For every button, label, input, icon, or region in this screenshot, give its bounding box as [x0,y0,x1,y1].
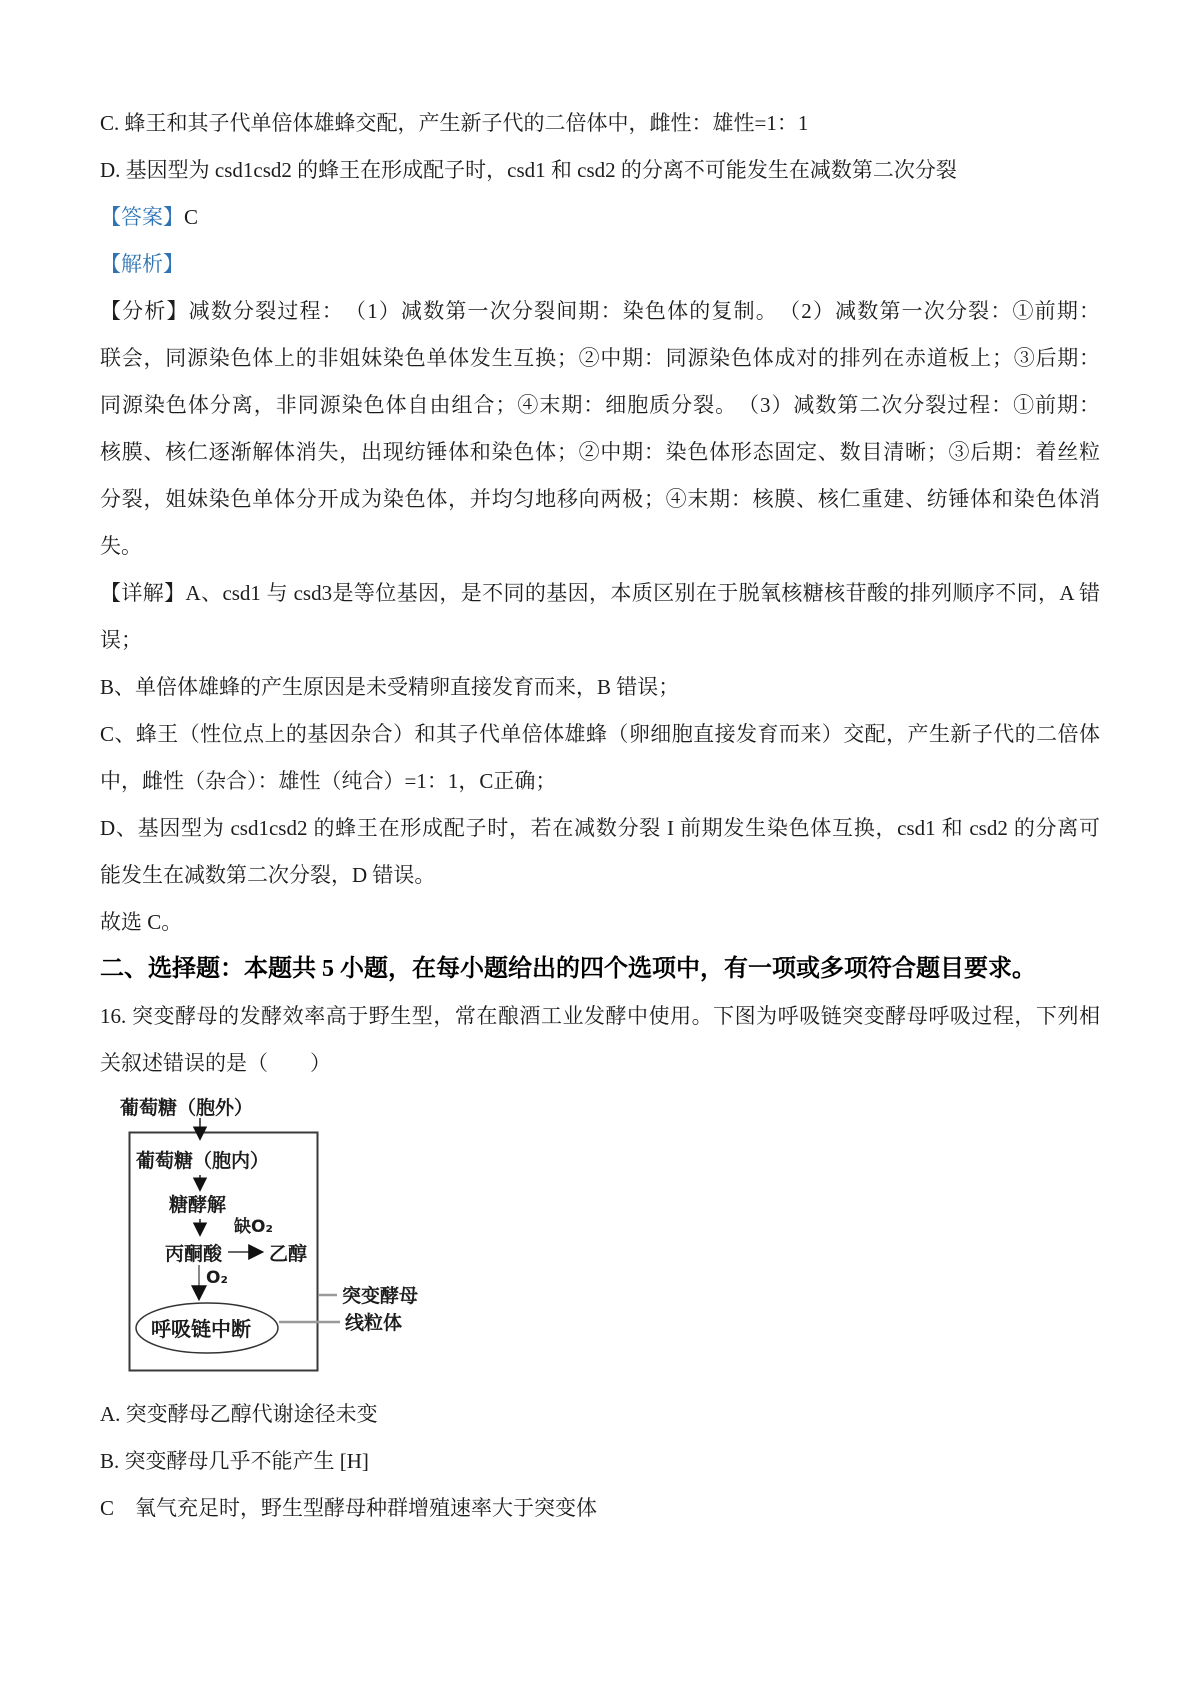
answer-value: C [184,205,199,229]
lack-o2-label: 缺O₂ [234,1217,273,1237]
fenxi-line: 分裂，姐妹染色单体分开成为染色体，并均匀地移向两极；④末期：核膜、核仁重建、纺锤体和染色体消 [100,487,1100,511]
xiangjie-line: 误； [100,628,142,652]
xiangjie-line: 中，雌性（杂合）：雄性（纯合）=1：1，C正确； [100,769,557,793]
question-16-line: 关叙述错误的是（ ） [100,1051,331,1075]
analysis-tag-line [100,241,1100,288]
fenxi-line: 【分析】减数分裂过程： （1）减数第一次分裂间期：染色体的复制。 （2）减数第一次分裂：①前期： [100,299,1100,323]
ethanol-label: 乙醇 [269,1243,308,1265]
q15-option-c-line: C. 蜂王和其子代单倍体雄蜂交配，产生新子代的二倍体中，雌性：雄性=1：1 [100,111,809,135]
pyruvate-label: 丙酮酸 [165,1243,223,1265]
answer-tag: 【答案】 [100,205,184,229]
mutant-yeast-label: 突变酵母 [342,1285,419,1307]
conclusion-line: 故选 C。 [100,910,183,934]
respiration-diagram [100,1091,1100,1391]
fenxi-line: 联会，同源染色体上的非姐妹染色单体发生互换；②中期：同源染色体成对的排列在赤道板上；③后期： [100,346,1100,370]
xiangjie-line: B、单倍体雄蜂的产生原因是未受精卵直接发育而来，B 错误； [100,675,680,699]
xiangjie-line: 【详解】A、csd1 与 csd3是等位基因，是不同的基因，本质区别在于脱氧核糖核苷酸的排列顺序不同，A 错 [100,581,1100,605]
glucose-outside-label: 葡萄糖（胞外） [120,1097,254,1119]
mitochondria-label: 线粒体 [345,1312,403,1334]
q16-option-a-line: A. 突变酵母乙醇代谢途径未变 [100,1402,378,1426]
o2-label: O₂ [206,1268,228,1288]
xiangjie-line: C、蜂王（性位点上的基因杂合）和其子代单倍体雄蜂（卵细胞直接发育而来）交配，产生新子代的二倍体 [100,722,1100,746]
q16-option-b-line: B. 突变酵母几乎不能产生 [H] [100,1449,369,1473]
fenxi-line: 同源染色体分离，非同源染色体自由组合；④末期：细胞质分裂。 （3）减数第二次分裂过程：①前期： [100,393,1100,417]
document-page [100,0,1100,1532]
answer-line [100,194,1100,241]
respiration-diagram-svg [100,1091,520,1391]
section-heading: 二、选择题：本题共 5 小题，在每小题给出的四个选项中，有一项或多项符合题目要求。 [100,956,1036,982]
xiangjie-line: D、基因型为 csd1csd2 的蜂王在形成配子时，若在减数分裂 I 前期发生染色体互换，csd1 和 csd2 的分离可 [100,816,1100,840]
analysis-tag: 【解析】 [100,252,184,276]
fenxi-line: 核膜、核仁逐渐解体消失，出现纺锤体和染色体；②中期：染色体形态固定、数目清晰；③后期：着丝粒 [100,440,1100,464]
xiangjie-line: 能发生在减数第二次分裂，D 错误。 [100,863,436,887]
q15-option-d-line: D. 基因型为 csd1csd2 的蜂王在形成配子时，csd1 和 csd2 的分离不可能发生在减数第二次分裂 [100,158,957,182]
glucose-inside-label: 葡萄糖（胞内） [136,1150,270,1172]
glycolysis-label: 糖酵解 [169,1194,227,1216]
question-16-line: 16. 突变酵母的发酵效率高于野生型，常在酿酒工业发酵中使用。下图为呼吸链突变酵母呼吸过程，下列相 [100,1004,1100,1028]
respiratory-chain-interrupted-label: 呼吸链中断 [151,1317,251,1341]
fenxi-line: 失。 [100,534,142,558]
q16-option-c-line: C 氧气充足时，野生型酵母种群增殖速率大于突变体 [100,1496,598,1520]
